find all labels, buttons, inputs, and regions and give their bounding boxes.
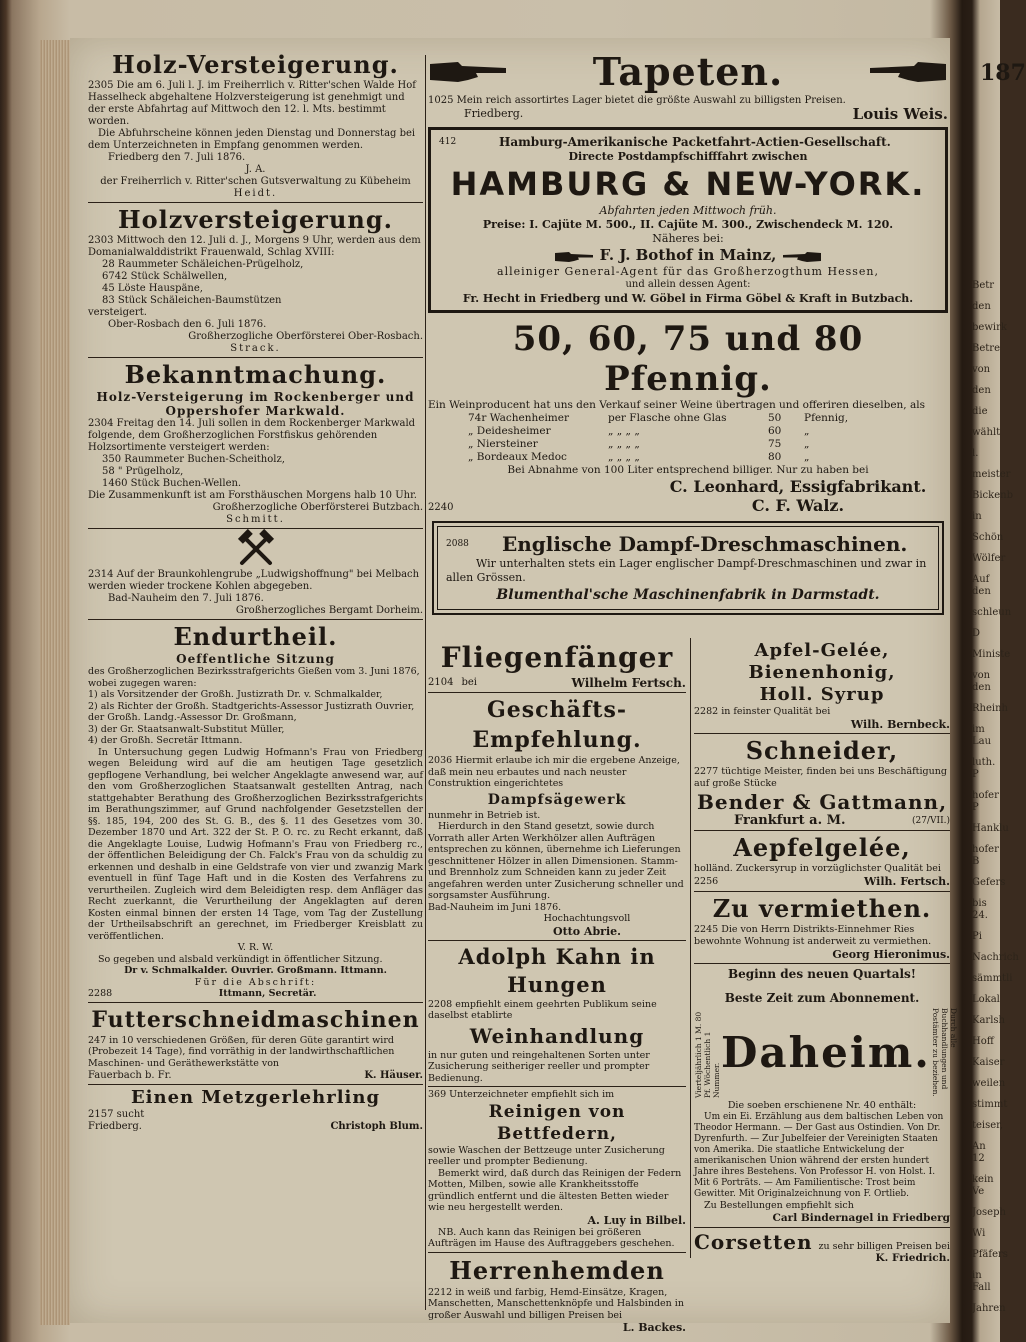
copy-sign: Ittmann, Secretär. [218,988,317,999]
fragment-line: hofer P [972,790,999,813]
copy-label: Für die Abschrift: [194,976,317,988]
vrw-mark: V. R. W. [237,942,274,953]
fragment-line: von [972,364,991,375]
advertiser-name-2: C. F. Walz. [751,496,845,515]
fragment-line: Auf den [972,574,991,597]
ad-zu-vermiethen [694,894,950,961]
advertiser-name: Wilhelm Fertsch. [571,676,686,690]
list-item: 83 Stück Schäleichen-Baumstützen [102,295,282,306]
fragment-line: Betr [972,280,995,291]
advertiser-name: Carl Bindernagel in Friedberg [772,1212,950,1224]
ad-body: 2212 in weiß und farbig, Hemd-Einsätze, Kragen, Manschetten, Manschettenknöpfe und Halsbinden in großer Auswahl und billigen Preisen bei [428,1286,684,1321]
ad-schneider [694,736,950,828]
wine-unit: „ „ „ „ [608,425,640,437]
ad-title-2: Bienenhonig, [748,662,896,683]
fragment-line: den [972,301,991,312]
ad-intro: des Großherzoglichen Bezirksstrafgerichts Gießen vom 3. Juni 1876, wobei zugegen waren: [88,666,420,689]
ad-title: HAMBURG & NEW-YORK. [450,165,926,203]
list-item: 2) als Richter der Großh. Stadtgerichts-Assessor Justizrath Ouvrier, der Großh. Landg.-Assessor Dr. Großmann, [88,700,415,723]
fragment-line: Lokal [972,994,1000,1005]
fragment-line: die [972,406,988,417]
wine-price: 75 [768,438,782,450]
advertiser-name: Georg Hieronimus. [832,948,950,961]
signature-line-2: der Freiherrlich v. Ritter'schen Gutsverwaltung zu Kübeheim [100,176,411,187]
place: Friedberg. [464,107,524,120]
ad-sign: Blumenthal'sche Maschinenfabrik in Darmstadt. [496,587,880,603]
wine-currency: Pfennig, [804,412,849,424]
ad-separator [428,940,686,941]
ad-endurtheil [88,622,423,1000]
ad-bekanntmachung [88,360,423,526]
advertiser-name: Bender & Gattmann, [696,790,948,814]
dampf-header [446,531,930,557]
hamburg-line-1: 412 Hamburg-Amerikanische Packetfahrt-Actien-Gesellschaft. [439,135,891,149]
table-row [428,425,948,438]
ad-footer [694,875,950,889]
ad-number: 2157 [88,1109,114,1120]
fragment-line: Jahren [972,1303,1006,1314]
ad-title: Fliegenfänger [440,641,674,674]
pointing-hand-right-icon [428,58,508,86]
ad-body: 1025 Mein reich assortirtes Lager bietet die größte Auswahl zu billigsten Preisen. [428,95,846,106]
ad-code: (27/VII.) [912,816,950,826]
ad-title-3: Holl. Syrup [759,684,885,705]
place: Frankfurt a. M. [734,813,846,828]
right-inner-right-column [694,640,958,1264]
greeting: Hochachtungsvoll [543,913,631,924]
ad-metzgerlehrling [88,1087,423,1133]
ad-separator [694,733,950,734]
ad-footer [694,814,950,828]
fragment-line: Wi [972,1228,986,1239]
wine-unit: „ „ „ „ [608,438,640,450]
fragment-line: sämmtli [972,973,1013,984]
signers: Dr v. Schmalkalder. Ouvrier. Großmann. Ittmann. [124,965,387,976]
column-divider-inner [690,638,691,1258]
hamburg-line-6: alleiniger General-Agent für das Großherzogthum Hessen, [497,265,879,278]
signature-line-1: J. A. [245,164,266,175]
ad-fliegenfaenger [428,640,686,690]
ad-title: Holz-Versteigerung. [112,50,399,79]
wine-price: 60 [768,425,782,437]
fragment-line: Pfäfers [972,1249,1008,1260]
ad-hamburg-new-york [428,127,948,313]
pointing-hand-left-icon [782,249,822,263]
list-item: 28 Raummeter Schäleichen-Prügelholz, [102,259,304,270]
advertiser-name-1: C. Leonhard, Essigfabrikant. [669,477,927,496]
right-column [428,50,948,621]
fragment-line: Wölfer [972,553,1006,564]
ad-number: 2256 [694,876,719,887]
ad-separator [694,891,950,892]
hammer-and-pick-icon [88,531,423,569]
fragment-line: teiser, [972,1120,1004,1131]
closing: So gegeben und alsbald verkündigt in öffentlicher Sitzung. [98,953,383,965]
hamburg-line-8: Fr. Hecht in Friedberg und W. Göbel in Firma Göbel & Kraft in Butzbach. [462,292,914,305]
ad-body: Wir unterhalten stets ein Lager englischer Dampf-Dreschmaschinen und zwar in allen Grössen. [446,557,927,584]
book-page-edges [40,40,70,1325]
next-page-fragment [972,280,1019,1324]
ad-bettfedern [428,1089,686,1250]
wine-table [428,412,948,464]
page-number-fragment: 187 [980,60,1026,86]
fragment-line: weilen [972,1078,1006,1089]
fragment-line: Betre [972,343,1000,354]
daheim-line-2: Beste Zeit zum Abonnement. [724,991,920,1005]
ad-body: 369 Unterzeichneter empfiehlt sich im [428,1089,615,1100]
ad-body-2: nunmehr in Betrieb ist. [428,809,541,821]
ad-aepfelgelee [694,833,950,889]
signature-line-2: Schmitt. [226,514,285,525]
fragment-line: Gefers [972,877,1006,888]
advertiser-name: Louis Weis. [852,105,948,123]
ad-body-2: Die Abfuhrscheine können jeden Dienstag und Donnerstag bei dem Unterzeichneten in Empfang genommen werden. [88,128,416,151]
list-item: 4) der Großh. Secretär Ittmann. [88,735,243,746]
wine-price: 50 [768,412,782,424]
ad-tapeten [428,50,948,121]
ad-footer [88,1121,423,1133]
fragment-line: Bickenb [972,490,1013,501]
member-list [88,689,423,747]
place: Fauerbach b. Fr. [88,1070,172,1081]
advertiser-name: Otto Abrie. [553,924,621,938]
fragment-line: den [972,385,991,396]
ad-body-3: Hierdurch in den Stand gesetzt, sowie durch Vorrath aller Arten Werkhölzer allen Aufträgen entsprechen zu können, übernehme ich Lieferungen geschnittener Hölzer in allen Dimensionen. Stamm- und Brennholz zum Schneiden kann zu jeder Zeit angefahren werden unter Zusicherung schneller und sorgsamster Ausführung. [428,821,684,901]
ad-title: Bekanntmachung. [124,360,387,389]
fragment-line: Karlsh [972,1015,1005,1026]
ad-tail: versteigert. [88,307,147,318]
ad-body: 2304 Freitag den 14. Juli sollen in dem Rockenberger Markwald folgende, dem Großherzoglichen Forstfiskus gehörenden Holzsortimente versteigert werden: [88,418,416,453]
hamburg-line-7: und allein dessen Agent: [625,279,751,290]
advertiser-name: Wilh. Fertsch. [864,875,950,888]
ad-body: Um ein Ei. Erzählung aus dem baltischen Leben von Theodor Hermann. — Der Gast aus Ostindien. Von Dr. Dyrenfurth. — Zur Jubelfeier der Vereinigten Staaten von Amerika. Die staatliche Entwickelung der amerikanischen Union während der ersten hundert Jahre ihres Bestehens. Von Professor H. von Holst. I. Mit 6 Porträts. — Am Familientische: Trost beim Gewitter. Mit Originalzeichnung von F. Ortlieb. [694,1112,944,1199]
ad-number: 1025 [428,95,454,106]
wine-price: 80 [768,451,782,463]
ad-herrenhemden [428,1255,686,1335]
item-list [88,259,423,307]
fragment-line: Hanklu [972,823,1009,834]
ad-title: Einen Metzgerlehrling [130,1087,381,1108]
fragment-line: schleun [972,607,1012,618]
ad-body: 247 in 10 verschiedenen Größen, für deren Güte garantirt wird (Probezeit 14 Tage), find vorräthig in der landwirthschaftlichen Maschinen- und Geräthewerkstätte von [88,1034,395,1069]
ad-number: 2104 [428,677,454,688]
place: Friedberg. [88,1121,142,1132]
fragment-line: Pi [972,931,982,942]
ad-title: Tapeten. [592,49,784,94]
ad-title: Futterschneidmaschinen [91,1006,420,1033]
ad-separator [88,357,423,358]
ad-corsetten [694,1230,950,1254]
ad-separator [428,1086,686,1087]
advertiser-name: K. Friedrich. [875,1252,950,1264]
daheim-line-4: Zu Bestellungen empfiehlt sich [704,1200,854,1211]
ad-body-3: Bemerkt wird, daß durch das Reinigen der Federn Motten, Milben, sowie alle Krankheitsstoffe gründlich entfernt und die ältesten Betten wieder wie neu hergestellt werden. [428,1167,682,1213]
ad-title: Adolph Kahn in Hungen [458,943,656,997]
list-item: 1460 Stück Buchen-Wellen. [102,478,242,489]
ad-holz-versteigerung-1 [88,50,423,200]
advertiser-names [648,477,948,515]
ad-line: sucht [116,1109,145,1120]
ad-footer [428,676,686,690]
ad-dampf-dreschmaschinen [432,521,944,615]
ad-subtitle: Oeffentliche Sitzung [176,652,335,666]
ad-body [88,1109,423,1121]
hamburg-prices: Preise: I. Cajüte M. 500., II. Cajüte M. 300., Zwischendeck M. 120. [482,218,894,231]
ad-title: Englische Dampf-Dreschmaschinen. [502,532,908,556]
fragment-line: Kaiser [972,1057,1005,1068]
ad-separator [88,1002,423,1003]
daheim-title-row [694,1006,958,1100]
ad-separator [428,692,686,693]
wine-currency: „ [804,425,810,437]
ad-daheim [694,966,958,1225]
table-row [428,451,948,464]
hamburg-line-2: Directe Postdampfschifffahrt zwischen [568,150,808,163]
ad-body: 2208 empfiehlt einem geehrten Publikum seine daselbst etablirte [428,998,657,1021]
ad-intro: Ein Weinproducent hat uns den Verkauf seiner Weine übertragen und offeriren dieselben, als [428,399,925,411]
daheim-side-right: Durch alle Buchhandlungen und Postämter zu beziehen. [930,1008,958,1097]
ad-separator [88,202,423,203]
daheim-side-left: Vierteljährlich 1 M. 80 Pf. Wöchentlich 1 Nummer. [694,1011,721,1098]
fragment-line: hofer B [972,844,999,867]
ad-subtitle: Weinhandlung [469,1023,645,1048]
pointing-hand-left-icon [868,58,948,86]
ad-title: Geschäfts-Empfehlung. [472,697,642,753]
ad-body: 2282 in feinster Qualität bei [694,706,831,717]
ad-bei: bei [461,677,477,688]
signature-line: Großherzogliches Bergamt Dorheim. [235,605,423,616]
left-column [88,50,423,1133]
list-item: 1) als Vorsitzender der Großh. Justizrath Dr. v. Schmalkalder, [88,689,383,700]
ad-separator [694,963,950,964]
ad-footer [88,1069,423,1082]
ad-separator [694,1227,950,1228]
wine-unit: „ „ „ „ [608,451,640,463]
signature-line-2: Strack. [230,343,281,354]
ad-title: Holzversteigerung. [117,205,393,234]
ad-number: 2288 [88,988,113,999]
fragment-line: stimmt [972,1099,1008,1110]
advertiser-name: L. Backes. [622,1321,686,1334]
item-list [88,454,423,490]
ad-body-2: in nur guten und reingehaltenen Sorten unter Zusicherung seitheriger reeller und prompter Bedienung. [428,1049,650,1084]
ad-geschaefts-empfehlung [428,695,686,938]
fragment-line: Rheinh [972,703,1008,714]
signature-line-1: Großherzogliche Oberförsterei Ober-Rosbach. [188,331,423,342]
place-date: Ober-Rosbach den 6. Juli 1876. [108,319,267,330]
list-item: 45 Löste Hauspäne, [102,283,203,294]
ad-title: Herrenhemden [449,1255,665,1285]
ad-separator [428,1252,686,1253]
ad-body: In Untersuchung gegen Ludwig Hofmann's Frau von Friedberg wegen Beleidung wird auf die am heutigen Tage gesetzlich gepflogene Verhandlung, bei welcher Angeklagte anwesend war, auf den vom Großherzoglichen Staatsanwalt gestellten Antrag, nach stattgehabter Berathung des Großherzoglichen Bezirksstrafgerichts im Berathungszimmer, auf Grund nachfolgender Gesetzstellen der §§. 185, 194, 200 des St. G. B., des §. 11 des Gesetzes vom 30. Dezember 1870 und Art. 322 der St. P. O. rc. zu Recht erkannt, daß die Angeklagte Louise, Ludwig Hofmann's Frau von Friedberg rc., der öffentlichen Beleidigung der Ch. Falck's Frau von da schuldig zu erkennen und deshalb in eine Geldstrafe von vier und zwanzig Mark eventuell in fünf Tage Haft und in die Kosten des Verfahrens zu verurtheilen. Zugleich wird dem Beleidigten resp. dem Anfläger das Recht zuerkannt, die Verurtheilung der Angeklagten auf deren Kosten einmal binnen der ersten 14 Tage, vom Tag der Zustellung der Urtheilsabschrift an gerechnet, im Friedberger Kreisblatt zu veröffentlichen. [88,746,423,942]
place-date: Bad-Nauheim im Juni 1876. [428,901,562,913]
hamburg-line-5: Näheres bei: [652,232,724,245]
ad-body: 2036 Hiermit erlaube ich mir die ergebene Anzeige, daß mein neu erbautes und nach neuster Construktion eingerichtetes [428,755,680,789]
ad-title: Endurtheil. [173,622,338,651]
place-date: Friedberg den 7. Juli 1876. [108,152,246,163]
ad-separator [88,1084,423,1085]
tapeten-header [428,50,948,94]
ad-title: Daheim. [721,1028,931,1077]
ad-title-1: Apfel-Gelée, [754,640,890,661]
column-divider [425,55,426,1310]
table-row [428,412,948,425]
ad-body-2: sowie Waschen der Bettzeuge unter Zusicherung reeller und prompter Bedienung. [428,1144,665,1167]
ad-number: 412 [439,137,457,147]
ad-title: Reinigen von Bettfedern, [488,1101,626,1144]
list-item: 350 Raummeter Buchen-Scheitholz, [102,454,285,465]
wine-sign [428,477,948,515]
list-item: 3) der Gr. Staatsanwalt-Substitut Müller, [88,723,285,735]
ad-apfel-gelee [694,640,950,731]
fragment-line: Nachrich [972,952,1019,963]
advertiser-name: K. Häuser. [364,1070,423,1081]
fragment-line: bis 24. [972,898,988,921]
fragment-line: im Lau [972,724,992,747]
advertiser-name: Christoph Blum. [330,1121,423,1132]
fragment-line: Ministe [972,649,1011,660]
table-row [428,438,948,451]
fragment-line: luth. P [972,757,996,780]
advertiser-name: Wilh. Bernbeck. [850,718,950,731]
ad-title: Schneider, [745,736,899,765]
ad-separator [694,830,950,831]
wine-unit: per Flasche ohne Glas [608,412,727,424]
fragment-line: von den [972,670,991,693]
ad-wein [428,319,948,515]
ad-holz-versteigerung-2 [88,205,423,355]
signature-line-3: Heidt. [233,188,278,199]
wine-name: „ Deidesheimer [468,425,551,437]
fragment-line: Hoff [972,1036,994,1047]
fragment-line: in [972,511,982,522]
ad-futterschneidmaschinen [88,1005,423,1083]
ad-body: 2303 Mittwoch den 12. Juli d. J., Morgens 9 Uhr, werden aus dem Domanialwalddistrikt Frauenwald, Schlag XVIII: [88,235,421,258]
ad-body: 2305 Die am 6. Juli l. J. im Freiherrlich v. Ritter'schen Walde Hof Hasselheck abgehaltene Holzversteigerung ist genehmigt und der erste Abfahrtag auf Mittwoch den 12. l. Mts. bestimmt worden. [88,80,416,127]
fragment-line: Schön [972,532,1004,543]
ad-title: Zu vermiethen. [712,894,932,923]
ad-kohle [88,531,423,617]
ad-separator [88,528,423,529]
daheim-line-3: Die soeben erschienene Nr. 40 enthält: [727,1100,917,1111]
ad-number: 2240 [428,502,454,513]
ad-body: 2277 tüchtige Meister, finden bei uns Beschäftigung auf große Stücke [694,766,947,789]
wine-name: 74r Wachenheimer [468,412,570,424]
hamburg-agent: F. J. Bothof in Mainz, [439,245,937,265]
advertiser-name: A. Luy in Bilbel. [587,1213,686,1227]
ad-footer-text: Bei Abnahme von 100 Liter entsprechend billiger. Nur zu haben bei [507,464,869,476]
wine-name: „ Bordeaux Medoc [468,451,567,463]
ad-tail: Die Zusammenkunft ist am Forsthäuschen Morgens halb 10 Uhr. [88,490,417,501]
ad-body: zu sehr billigen Preisen bei [818,1241,950,1252]
ad-title: 50, 60, 75 und 80 Pfennig. [512,319,864,399]
wine-currency: „ [804,438,810,450]
wine-currency: „ [804,451,810,463]
fragment-line: Joseph [972,1207,1006,1218]
signature-line-1: Großherzogliche Oberförsterei Butzbach. [212,502,423,513]
ad-body: 2245 Die von Herrn Distrikts-Einnehmer Ries bewohnte Wohnung ist anderweit zu vermiethen. [694,924,932,947]
list-item: 6742 Stück Schälwellen, [102,271,228,282]
ad-subtitle: Dampfsägewerk [487,791,627,808]
ad-title: Aepfelgelée, [733,833,911,862]
daheim-line-1: Beginn des neuen Quartals! [727,967,917,981]
fragment-line: l. [972,448,979,459]
wine-name: „ Niersteiner [468,438,538,450]
fragment-line: D [972,628,981,639]
ad-body: 2314 Auf der Braunkohlengrube „Ludwigshoffnung" bei Melbach werden wieder trockene Kohlen abgegeben. [88,569,420,592]
nota-bene: NB. Auch kann das Reinigen bei größeren Aufträgen im Hause des Auftraggebers geschehen. [428,1226,675,1249]
ad-separator [88,619,423,620]
ad-number: 2088 [446,539,469,549]
ad-body: holländ. Zuckersyrup in vorzüglichster Qualität bei [694,863,941,874]
fragment-line: meister [972,469,1011,480]
fragment-line: bewirk [972,322,1007,333]
ad-title: Corsetten [694,1230,813,1254]
fragment-line: kein Ve [972,1174,994,1197]
ad-adolph-kahn [428,943,686,1085]
right-inner-left-column [428,640,686,1334]
copy-footer [88,988,423,1000]
ad-footer [428,107,948,121]
hamburg-line-3: Abfahrten jeden Mittwoch früh. [599,204,777,217]
fragment-line: An 12 [972,1141,986,1164]
list-item: 58 " Prügelholz, [102,466,184,477]
place-date: Bad-Nauheim den 7. Juli 1876. [108,593,264,604]
ad-subtitle: Holz-Versteigerung im Rockenberger und Oppershofer Markwald. [96,390,415,418]
pointing-hand-right-icon [554,249,594,263]
fragment-line: wählt [972,427,1001,438]
fragment-line: in Fall [972,1270,991,1293]
